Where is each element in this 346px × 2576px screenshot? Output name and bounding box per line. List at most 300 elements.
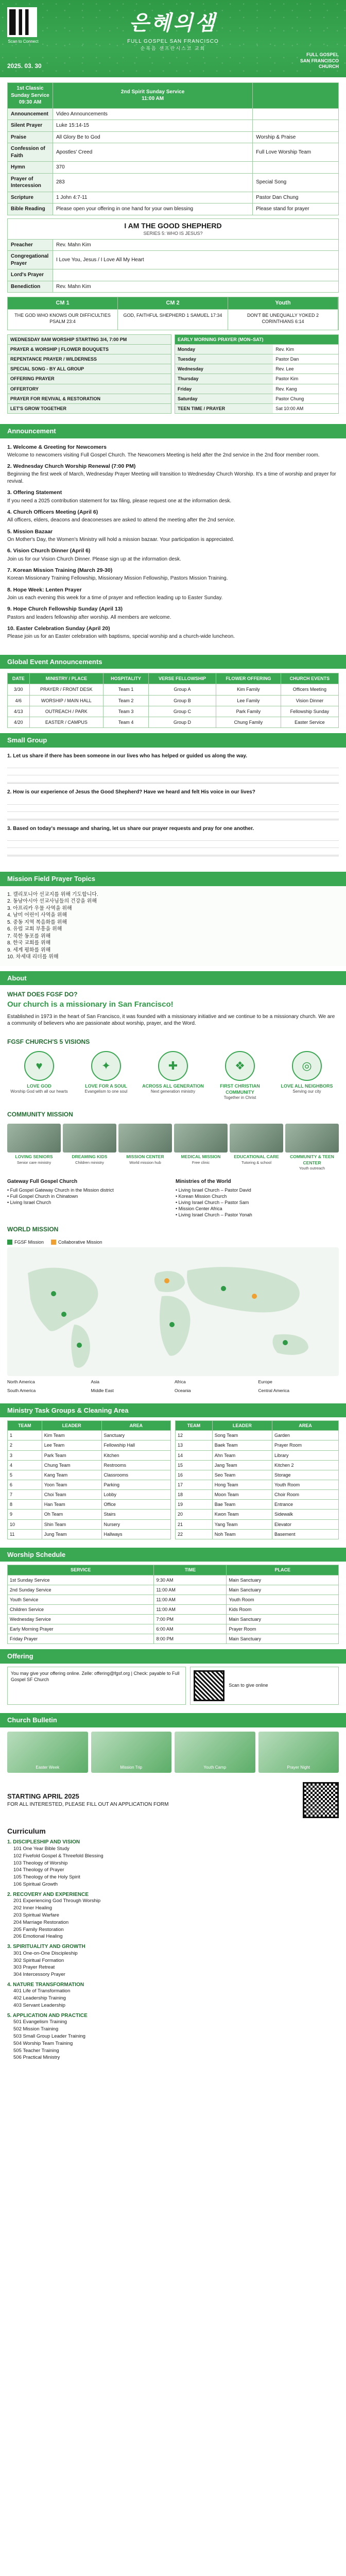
vision-item — [74, 1051, 138, 1101]
visions-title: FGSF CHURCH'S 5 VISIONS — [7, 1038, 90, 1045]
about-title: About — [0, 971, 346, 986]
table-cell: Park Team — [42, 1450, 101, 1460]
vision-item — [275, 1051, 339, 1101]
table-cell: Bae Team — [212, 1500, 272, 1510]
community-item — [7, 1124, 61, 1171]
mission-pin[interactable] — [77, 1343, 82, 1348]
team-row — [8, 1460, 171, 1470]
congregational-prayer-label: Congregational Prayer — [8, 251, 53, 269]
event-row — [8, 374, 171, 384]
team-row — [8, 1470, 171, 1480]
mission-pin[interactable] — [61, 1312, 66, 1317]
lords-prayer-label: Lord's Prayer — [8, 269, 53, 281]
table-cell: 8 — [8, 1500, 42, 1510]
worship-row — [8, 108, 339, 120]
vision-title: LOVE GOD — [27, 1083, 51, 1089]
bulletin-thumbnail[interactable]: Youth Camp — [175, 1732, 255, 1773]
worship-row-label: Scripture — [8, 192, 53, 204]
curriculum-course: 104 Theology of Prayer — [13, 1867, 64, 1873]
table-cell: Fellowship Hall — [101, 1440, 170, 1450]
world-ministries-list — [176, 1178, 339, 1218]
vision-item — [208, 1051, 272, 1101]
gateway-item: • Full Gospel Gateway Church in the Mission district — [7, 1187, 114, 1193]
small-group-question — [7, 825, 339, 857]
table-column-header: AREA — [101, 1421, 170, 1431]
congregational-prayer: I Love You, Jesus / I Love All My Heart — [53, 251, 339, 269]
worship-header-1: 1st Classic Sunday Service 09:30 AM — [8, 83, 53, 109]
table-cell: Stairs — [101, 1510, 170, 1519]
table-cell: Hong Team — [212, 1480, 272, 1489]
vision-icon: ✦ — [91, 1051, 121, 1081]
apply-qr-icon[interactable] — [303, 1782, 339, 1818]
table-cell: 6 — [8, 1480, 42, 1489]
oceania-shape — [272, 1334, 308, 1354]
announcement-heading: 3. Offering Statement — [7, 489, 62, 496]
qr-label: Scan to Connect — [8, 39, 39, 44]
table-cell: Baek Team — [212, 1440, 272, 1450]
service-row — [8, 1634, 339, 1644]
announcement-body: If you need a 2025 contribution statement for tax filing, please request one at the information desk. — [7, 498, 232, 504]
curriculum-course: 203 Spiritual Warfare — [13, 1912, 59, 1918]
gateway-list — [7, 1178, 170, 1218]
early-prayer-day: Thursday — [175, 374, 273, 383]
worship-row-label: Hymn — [8, 162, 53, 174]
apply-text: FOR ALL INTERESTED, PLEASE FILL OUT AN APPLICATION FORM — [7, 1801, 169, 1807]
community-photo — [7, 1124, 61, 1153]
curriculum-title: Curriculum — [7, 1826, 46, 1835]
table-cell: Restrooms — [101, 1460, 170, 1470]
prayer-topic-item: 2. 동남아시아 선교사님들의 건강을 위해 — [7, 899, 97, 905]
outreach-table — [7, 673, 339, 728]
worship-row — [8, 204, 339, 215]
curriculum-course: 401 Life of Transformation — [13, 1988, 71, 1994]
mission-pin[interactable] — [283, 1340, 288, 1345]
table-cell: 17 — [176, 1480, 213, 1489]
table-cell: 18 — [176, 1490, 213, 1500]
early-prayer-leader: Rev. Kim — [275, 347, 295, 352]
offering-title: Offering — [0, 1649, 346, 1664]
small-group-question — [7, 753, 339, 784]
table-cell: Nursery — [101, 1519, 170, 1529]
offering-qr-box[interactable] — [190, 1667, 339, 1705]
curriculum-course: 202 Inner Healing — [13, 1905, 52, 1911]
team-row — [8, 1490, 171, 1500]
early-prayer-day: Tuesday — [175, 354, 273, 364]
lords-prayer — [53, 269, 339, 281]
community-title: EDUCATIONAL CARE — [234, 1154, 279, 1160]
region-name: North America — [7, 1379, 35, 1384]
curriculum-course: 206 Emotional Healing — [13, 1934, 63, 1940]
table-cell: 22 — [176, 1529, 213, 1539]
prayer-topics — [0, 886, 346, 966]
early-prayer-list — [175, 334, 339, 414]
curriculum-course: 503 Small Group Leader Training — [13, 2033, 85, 2040]
ministry-header-cm2: CM 2 — [118, 297, 228, 309]
table-cell: Jung Team — [42, 1529, 101, 1539]
table-cell: 7:00 PM — [154, 1615, 227, 1624]
region-name: Europe — [258, 1379, 272, 1384]
about-tagline: Our church is a missionary in San Francisco! — [7, 1000, 174, 1009]
table-column-header: SERVICE — [8, 1565, 154, 1575]
team-row — [176, 1431, 339, 1440]
early-prayer-day: TEEN TIME / PRAYER — [175, 404, 273, 413]
service-row — [8, 1575, 339, 1585]
announcement-body: Please join us for an Easter celebration with baptisms, special worship and a church-wide luncheon. — [7, 634, 235, 640]
community-item — [285, 1124, 339, 1171]
vision-desc: Together in Christ — [223, 1095, 256, 1100]
worship-row-first: Video Announcements — [53, 108, 253, 120]
answer-lines[interactable] — [7, 834, 339, 856]
announcement-body: On Mother's Day, the Women's Ministry will hold a mission bazaar. Your participation is appreciated. — [7, 536, 234, 543]
event-label: OFFERTORY — [8, 384, 171, 394]
early-prayer-row — [175, 374, 338, 383]
early-prayer-day: Friday — [175, 384, 273, 394]
vision-icon: ❖ — [225, 1051, 255, 1081]
curriculum-course: 303 Prayer Retreat — [13, 1964, 55, 1971]
world-ministry-item: • Living Israel Church – Pastor Sam — [176, 1199, 249, 1205]
vision-icon: ✚ — [158, 1051, 188, 1081]
table-cell: Early Morning Prayer — [8, 1624, 154, 1634]
outreach-row — [8, 717, 339, 727]
outreach-cell: Fellowship Sunday — [281, 706, 338, 717]
event-row — [8, 364, 171, 374]
mission-pin[interactable] — [51, 1291, 56, 1296]
table-cell: Jang Team — [212, 1460, 272, 1470]
event-label: SPECIAL SONG - BY ALL GROUP — [8, 364, 171, 374]
logo-subtitle-korean: 순복음 샌프란시스코 교회 — [140, 45, 206, 51]
service-info-table — [7, 1565, 339, 1644]
table-cell: Kitchen — [101, 1450, 170, 1460]
sermon-title: I AM THE GOOD SHEPHERD — [124, 221, 222, 230]
community-item — [174, 1124, 228, 1171]
question-text: 2. How is our experience of Jesus the Good Shepherd? Have we heard and felt His voice in our lives? — [7, 789, 255, 795]
mission-pin[interactable] — [169, 1322, 175, 1327]
curriculum-course: 506 Practical Ministry — [13, 2055, 60, 2061]
early-prayer-day: Monday — [175, 345, 273, 354]
vision-title: LOVE ALL NEIGHBORS — [281, 1083, 333, 1089]
table-cell: Main Sanctuary — [227, 1585, 339, 1595]
vision-title: FIRST CHRISTIAN COMMUNITY — [220, 1083, 260, 1095]
table-column-header: LEADER — [212, 1421, 272, 1431]
offering-qr-icon[interactable] — [194, 1670, 224, 1701]
outreach-cell: Lee Family — [216, 695, 281, 706]
outreach-cell: 4/6 — [8, 695, 30, 706]
ministries-two — [0, 1175, 346, 1221]
table-cell: Yang Team — [212, 1519, 272, 1529]
prayer-schedule — [7, 334, 339, 414]
team-row — [176, 1529, 339, 1539]
ministry-cell-cm2: GOD, FAITHFUL SHEPHERD 1 SAMUEL 17:34 — [118, 309, 228, 330]
answer-lines[interactable] — [7, 798, 339, 820]
offering-section — [0, 1664, 346, 1708]
table-cell: Lee Team — [42, 1440, 101, 1450]
curriculum-course: 501 Evangelism Training — [13, 2019, 67, 2025]
table-cell: 13 — [176, 1440, 213, 1450]
vision-title: ACROSS ALL GENERATION — [142, 1083, 204, 1089]
curriculum-category: 1. DISCIPLESHIP AND VISION — [7, 1839, 80, 1845]
team-row — [176, 1450, 339, 1460]
announcement-heading: 2. Wednesday Church Worship Renewal (7:00 PM) — [7, 463, 136, 470]
service-row — [8, 1624, 339, 1634]
table-column-header: TEAM — [8, 1421, 42, 1431]
worship-row-label: Confession of Faith — [8, 143, 53, 162]
prayer-topic-item: 10. 차세대 리더를 위해 — [7, 954, 59, 960]
community-photo — [118, 1124, 172, 1153]
table-cell: 21 — [176, 1519, 213, 1529]
outreach-cell: Team 3 — [103, 706, 149, 717]
table-cell: Ahn Team — [212, 1450, 272, 1460]
worship-row — [8, 120, 339, 132]
table-cell: Elevator — [272, 1519, 338, 1529]
service-info-title: Worship Schedule — [0, 1548, 346, 1562]
announcement-heading: 9. Hope Church Fellowship Sunday (April 13) — [7, 606, 123, 613]
curriculum-course: 302 Spiritual Formation — [13, 1957, 64, 1963]
worship-row — [8, 131, 339, 143]
worship-row-second — [253, 162, 339, 174]
table-column-header: LEADER — [42, 1421, 101, 1431]
prayer-topic-item: 3. 아프리카 우물 사역을 위해 — [7, 905, 72, 911]
world-mission — [0, 1221, 346, 1398]
vision-icon: ◎ — [292, 1051, 322, 1081]
bulletin-date: 2025. 03. 30 — [7, 62, 42, 70]
bulletin-thumbnail[interactable]: Easter Week — [7, 1732, 88, 1773]
announcement-item — [7, 567, 339, 582]
table-cell: 3 — [8, 1450, 42, 1460]
curriculum-course: 105 Theology of the Holy Spirit — [13, 1874, 80, 1880]
event-row — [8, 345, 171, 354]
world-ministries-title: Ministries of the World — [176, 1179, 231, 1185]
africa-shape — [160, 1296, 191, 1355]
event-label: LET'S GROW TOGETHER — [8, 404, 171, 413]
worship-row-first: All Glory Be to God — [53, 131, 253, 143]
worship-row-first: 370 — [53, 162, 253, 174]
table-cell: Basement — [272, 1529, 338, 1539]
team-row — [8, 1529, 171, 1539]
announcement-heading: 4. Church Officers Meeting (April 6) — [7, 509, 98, 516]
table-column-header: TIME — [154, 1565, 227, 1575]
announcement-body: Beginning the first week of March, Wednesday Prayer Meeting will transition to Wednesday Church Worship. It's a time of worship and prayer for revival. — [7, 471, 336, 484]
table-cell: Seo Team — [212, 1470, 272, 1480]
table-cell: Main Sanctuary — [227, 1575, 339, 1585]
outreach-cell: OUTREACH / PARK — [29, 706, 103, 717]
announcement-body: Korean Missionary Training Fellowship, Missionary Mission Fellowship, Pastors Mission Training. — [7, 575, 228, 582]
event-label: OFFERING PRAYER — [8, 374, 171, 383]
bulletin-thumbnail[interactable]: Mission Trip — [91, 1732, 172, 1773]
outreach-cell: WORSHIP / MAIN HALL — [29, 695, 103, 706]
outreach-cell: Group B — [149, 695, 216, 706]
early-prayer-leader: Sat 10:00 AM — [275, 405, 304, 411]
early-prayer-row — [175, 344, 338, 354]
event-label: PRAYER & WORSHIP | FLOWER BOUQUETS — [8, 345, 171, 354]
team-row — [8, 1500, 171, 1510]
team-row — [176, 1440, 339, 1450]
table-cell: 2 — [8, 1440, 42, 1450]
early-prayer-leader: Pastor Kim — [275, 376, 299, 382]
community-row — [0, 1120, 346, 1175]
community-item — [230, 1124, 283, 1171]
curriculum-course: 204 Marriage Restoration — [13, 1919, 69, 1925]
table-cell: 9:30 AM — [154, 1575, 227, 1585]
vision-item — [141, 1051, 205, 1101]
worship-header-3 — [253, 83, 339, 109]
world-mission-title: WORLD MISSION — [7, 1226, 59, 1233]
legend-collab: Collaborative Mission — [51, 1239, 102, 1245]
table-cell: Children Service — [8, 1604, 154, 1614]
worship-row-first: 283 — [53, 173, 253, 192]
outreach-cell: 4/13 — [8, 706, 30, 717]
announcement-list — [0, 438, 346, 650]
community-item — [63, 1124, 116, 1171]
curriculum-course: 304 Intercessory Prayer — [13, 1972, 65, 1978]
announcement-heading: 5. Mission Bazaar — [7, 528, 53, 535]
table-cell: Youth Service — [8, 1595, 154, 1604]
event-row — [8, 354, 171, 364]
outreach-cell: 4/20 — [8, 717, 30, 727]
logo-subtitle: FULL GOSPEL SAN FRANCISCO — [127, 39, 219, 44]
community-photo — [285, 1124, 339, 1153]
curriculum-course: 102 Fivefold Gospel & Threefold Blessing — [13, 1853, 103, 1859]
table-cell: Wednesday Service — [8, 1615, 154, 1624]
worship-row-second: Worship & Praise — [253, 131, 339, 143]
outreach-title: Global Event Announcements — [0, 655, 346, 669]
outreach-column-header: VERSE FELLOWSHIP — [149, 673, 216, 684]
community-photo — [63, 1124, 116, 1153]
bulletin-gallery — [0, 1727, 346, 1777]
table-cell: 12 — [176, 1431, 213, 1440]
community-desc: Children ministry — [75, 1160, 104, 1165]
mission-pin[interactable] — [252, 1294, 257, 1299]
outreach-column-header: DATE — [8, 673, 30, 684]
early-prayer-header: EARLY MORNING PRAYER (MON–SAT) — [175, 335, 338, 344]
worship-row-second: Full Love Worship Team — [253, 143, 339, 162]
early-prayer-leader: Rev. Lee — [275, 366, 294, 372]
preacher-name: Rev. Mahn Kim — [53, 239, 339, 251]
early-prayer-day: Wednesday — [175, 364, 273, 374]
region-name: Africa — [175, 1379, 186, 1384]
team-row — [8, 1510, 171, 1519]
answer-lines[interactable] — [7, 761, 339, 784]
church-logo — [0, 9, 346, 52]
announcement-heading: 1. Welcome & Greeting for Newcomers — [7, 444, 107, 450]
worship-row-second — [253, 108, 339, 120]
curriculum-category: 2. RECOVERY AND EXPERIENCE — [7, 1891, 89, 1897]
world-map — [7, 1247, 339, 1376]
table-cell: Kwon Team — [212, 1510, 272, 1519]
table-cell: Main Sanctuary — [227, 1615, 339, 1624]
prayer-topic-item: 6. 유럽 교회 부흥을 위해 — [7, 926, 62, 933]
table-cell: 11:00 AM — [154, 1585, 227, 1595]
service-row — [8, 1604, 339, 1614]
bulletin-title: Church Bulletin — [0, 1713, 346, 1727]
curriculum — [0, 1823, 346, 2075]
region-name: Middle East — [91, 1388, 114, 1394]
announcement-item — [7, 625, 339, 640]
legend-fgsf: FGSF Mission — [7, 1239, 44, 1245]
team-row — [8, 1450, 171, 1460]
prayer-topics-title: Mission Field Prayer Topics — [0, 872, 346, 886]
table-cell: 4 — [8, 1460, 42, 1470]
outreach-cell: Kim Family — [216, 684, 281, 695]
curriculum-course: 101 One Year Bible Study — [13, 1845, 70, 1852]
outreach-cell: Group A — [149, 684, 216, 695]
header-banner — [0, 0, 346, 77]
early-prayer-row — [175, 354, 338, 364]
north-america-shape — [28, 1267, 98, 1331]
early-prayer-row — [175, 364, 338, 374]
church-name-line1: FULL GOSPEL — [306, 52, 339, 57]
mission-pin[interactable] — [164, 1278, 169, 1283]
teams-table-right — [175, 1420, 339, 1539]
early-prayer-row — [175, 403, 338, 413]
event-row — [8, 394, 171, 404]
team-row — [8, 1480, 171, 1489]
events-list — [7, 334, 171, 414]
ministry-header-youth: Youth — [228, 297, 338, 309]
team-row — [176, 1460, 339, 1470]
worship-row — [8, 192, 339, 204]
outreach-cell: Team 1 — [103, 684, 149, 695]
team-row — [176, 1510, 339, 1519]
table-cell: Main Sanctuary — [227, 1634, 339, 1644]
about-heading: WHAT DOES FGSF DO? — [7, 991, 78, 998]
preacher-label: Preacher — [8, 239, 53, 251]
bulletin-thumbnail[interactable]: Prayer Night — [258, 1732, 339, 1773]
ministry-header-cm1: CM 1 — [8, 297, 118, 309]
outreach-cell: Chung Family — [216, 717, 281, 727]
announcement-body: All officers, elders, deacons and deaconesses are asked to attend the meeting after the 2nd service. — [7, 517, 235, 523]
small-group-questions — [0, 748, 346, 867]
asia-shape — [187, 1267, 300, 1312]
table-cell: Kids Room — [227, 1604, 339, 1614]
apply-section — [0, 1777, 346, 1823]
worship-row-label: Prayer of Intercession — [8, 173, 53, 192]
curriculum-course: 205 Family Restoration — [13, 1926, 64, 1933]
europe-shape — [154, 1271, 185, 1292]
worship-row-label: Bible Reading — [8, 204, 53, 215]
team-row — [8, 1519, 171, 1529]
team-row — [8, 1431, 171, 1440]
worship-row-second: Pastor Dan Chung — [253, 192, 339, 204]
outreach-cell: Team 2 — [103, 695, 149, 706]
announcement-heading: 7. Korean Mission Training (March 29-30) — [7, 567, 113, 574]
sermon-series: SERIES 5: WHO IS JESUS? — [143, 231, 203, 236]
table-cell: 6:00 AM — [154, 1624, 227, 1634]
world-map-svg — [7, 1247, 339, 1376]
announcement-item — [7, 605, 339, 621]
outreach-row — [8, 706, 339, 717]
table-cell: Office — [101, 1500, 170, 1510]
world-ministry-item: • Korean Mission Church — [176, 1193, 227, 1199]
outreach-row — [8, 695, 339, 706]
offering-info: You may give your offering online. Zelle: offering@fgsf.org | Check: payable to Full Gospel SF Church — [7, 1667, 186, 1705]
community-desc: Youth outreach — [299, 1165, 325, 1171]
world-ministry-item: • Living Israel Church – Pastor David — [176, 1187, 251, 1193]
table-cell: Storage — [272, 1470, 338, 1480]
curriculum-category: 4. NATURE TRANSFORMATION — [7, 1981, 84, 1988]
announcement-heading: 6. Vision Church Dinner (April 6) — [7, 548, 91, 554]
vision-item — [7, 1051, 71, 1101]
worship-row-second — [253, 120, 339, 132]
curriculum-category: 5. APPLICATION AND PRACTICE — [7, 2012, 88, 2019]
mission-pin[interactable] — [221, 1286, 226, 1291]
worship-row — [8, 143, 339, 162]
worship-row-first: 1 John 4:7-11 — [53, 192, 253, 204]
offering-qr-label: Scan to give online — [229, 1683, 268, 1688]
outreach-column-header: HOSPITALITY — [103, 673, 149, 684]
table-cell: Choi Team — [42, 1490, 101, 1500]
table-cell: Prayer Room — [227, 1624, 339, 1634]
prayer-topic-item: 4. 남미 어린이 사역을 위해 — [7, 912, 67, 919]
